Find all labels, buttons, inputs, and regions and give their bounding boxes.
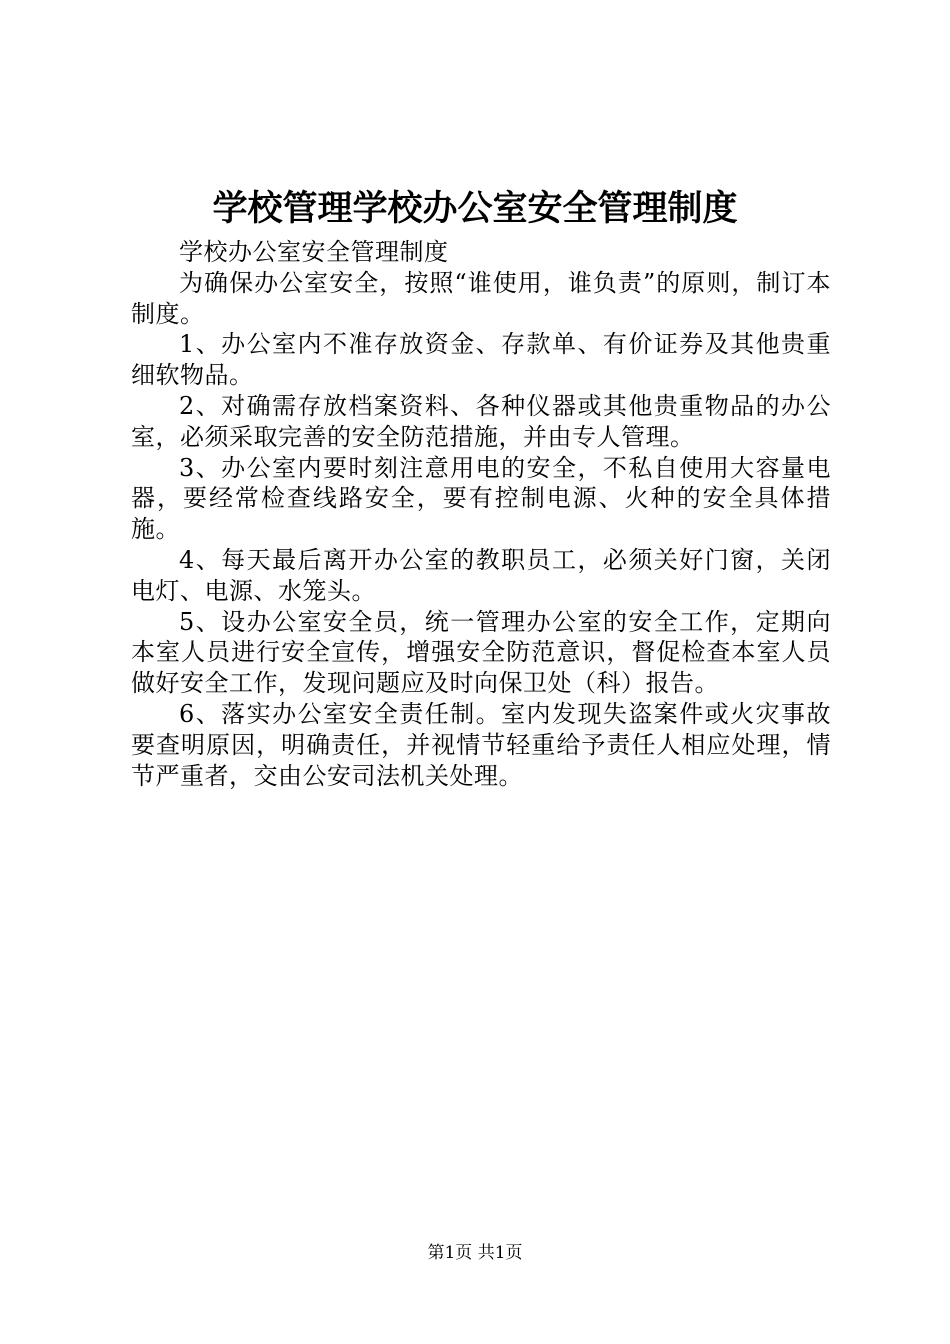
paragraph-intro: 为确保办公室安全，按照“谁使用，谁负责”的原则，制订本制度。 — [131, 268, 831, 328]
paragraph-rule-5: 5、设办公室安全员，统一管理办公室的安全工作，定期向本室人员进行安全宣传，增强安全防范意识，督促检查本室人员做好安全工作，发现问题应及时向保卫处（科）报告。 — [131, 607, 831, 698]
paragraph-rule-1: 1、办公室内不准存放资金、存款单、有价证券及其他贵重细软物品。 — [131, 330, 831, 390]
paragraph-rule-2: 2、对确需存放档案资料、各种仪器或其他贵重物品的办公室，必须采取完善的安全防范措施，并由专人管理。 — [131, 391, 831, 451]
paragraph-heading: 学校办公室安全管理制度 — [179, 238, 449, 266]
paragraph-rule-6: 6、落实办公室安全责任制。室内发现失盗案件或火灾事故要查明原因，明确责任，并视情节轻重给予责任人相应处理，情节严重者，交由公安司法机关处理。 — [131, 699, 831, 790]
document-title: 学校管理学校办公室安全管理制度 — [212, 188, 738, 229]
document-body — [131, 237, 831, 791]
paragraph-rule-4: 4、每天最后离开办公室的教职员工，必须关好门窗，关闭电灯、电源、水笼头。 — [131, 545, 831, 605]
paragraph-rule-3: 3、办公室内要时刻注意用电的安全，不私自使用大容量电器，要经常检查线路安全，要有控制电源、火种的安全具体措施。 — [131, 453, 831, 544]
page-number-footer: 第1页 共1页 — [427, 1243, 523, 1263]
